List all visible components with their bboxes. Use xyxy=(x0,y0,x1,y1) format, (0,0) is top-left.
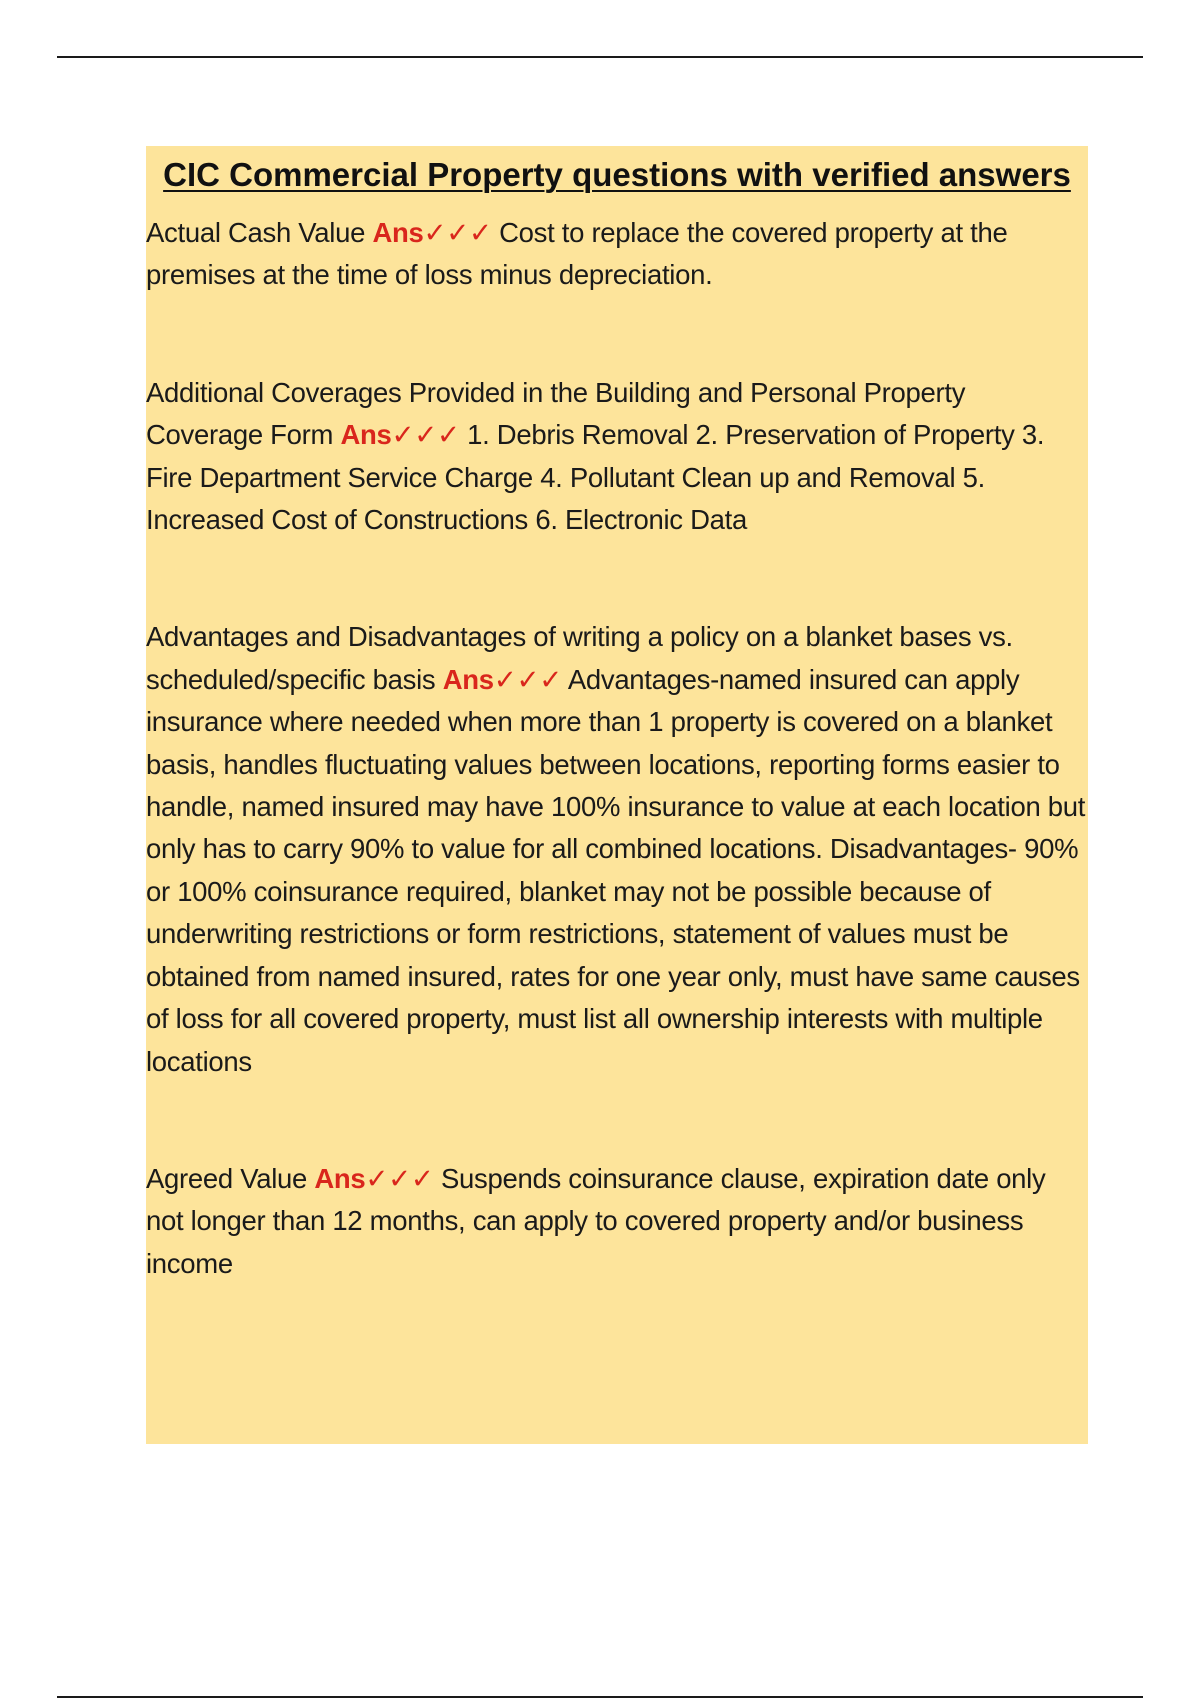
answer-text: Suspends coinsurance clause, expiration date only not longer than 12 months, can apply to covered property and/or business income xyxy=(146,1162,1046,1279)
answer-text: Cost to replace the covered property at the premises at the time of loss minus depreciation. xyxy=(146,217,1008,291)
question-text: Actual Cash Value xyxy=(146,217,366,248)
answer-text: Advantages-named insured can apply insurance where needed when more than 1 property is covered on a blanket basis, handles fluctuating values between locations, reporting forms easier to handle, named insured may have 100% insurance to value at each location but only has to carry 90% to value for all combined locations. Disadvantages- 90% or 100% coinsurance required, blanket may not be possible because of underwriting restrictions or form restrictions, statement of values must be obtained from named insured, rates for one year only, must have same causes of loss for all covered property, must list all ownership interests with multiple locations xyxy=(146,663,1086,1077)
question-text: Advantages and Disadvantages of writing a policy on a blanket bases vs. scheduled/specific basis xyxy=(146,621,1013,695)
check-marks-icon: ✓✓✓ xyxy=(365,1162,434,1194)
check-marks-icon: ✓✓✓ xyxy=(493,663,562,695)
ans-label: Ans xyxy=(372,217,424,248)
ans-label: Ans xyxy=(442,663,494,695)
ans-label: Ans xyxy=(340,419,392,451)
footer-rule xyxy=(57,1696,1143,1698)
document-title: CIC Commercial Property questions with verified answers xyxy=(163,156,1071,193)
header-rule xyxy=(57,56,1143,58)
qa-entry-blanket-vs-scheduled xyxy=(146,616,1088,1082)
qa-entry-additional-coverages xyxy=(146,372,1088,542)
qa-entry-agreed-value xyxy=(146,1158,1088,1285)
question-text: Additional Coverages Provided in the Building and Personal Property Coverage Form xyxy=(146,376,966,451)
qa-entry-actual-cash-value xyxy=(146,212,1088,297)
question-text: Agreed Value xyxy=(146,1162,308,1194)
qa-panel xyxy=(146,146,1088,1444)
check-marks-icon: ✓✓✓ xyxy=(423,217,492,248)
check-marks-icon: ✓✓✓ xyxy=(391,419,460,451)
ans-label: Ans xyxy=(314,1162,366,1194)
answer-text: 1. Debris Removal 2. Preservation of Property 3. Fire Department Service Charge 4. Pollutant Clean up and Removal 5. Increased Cost of Constructions 6. Electronic Data xyxy=(146,419,1045,536)
